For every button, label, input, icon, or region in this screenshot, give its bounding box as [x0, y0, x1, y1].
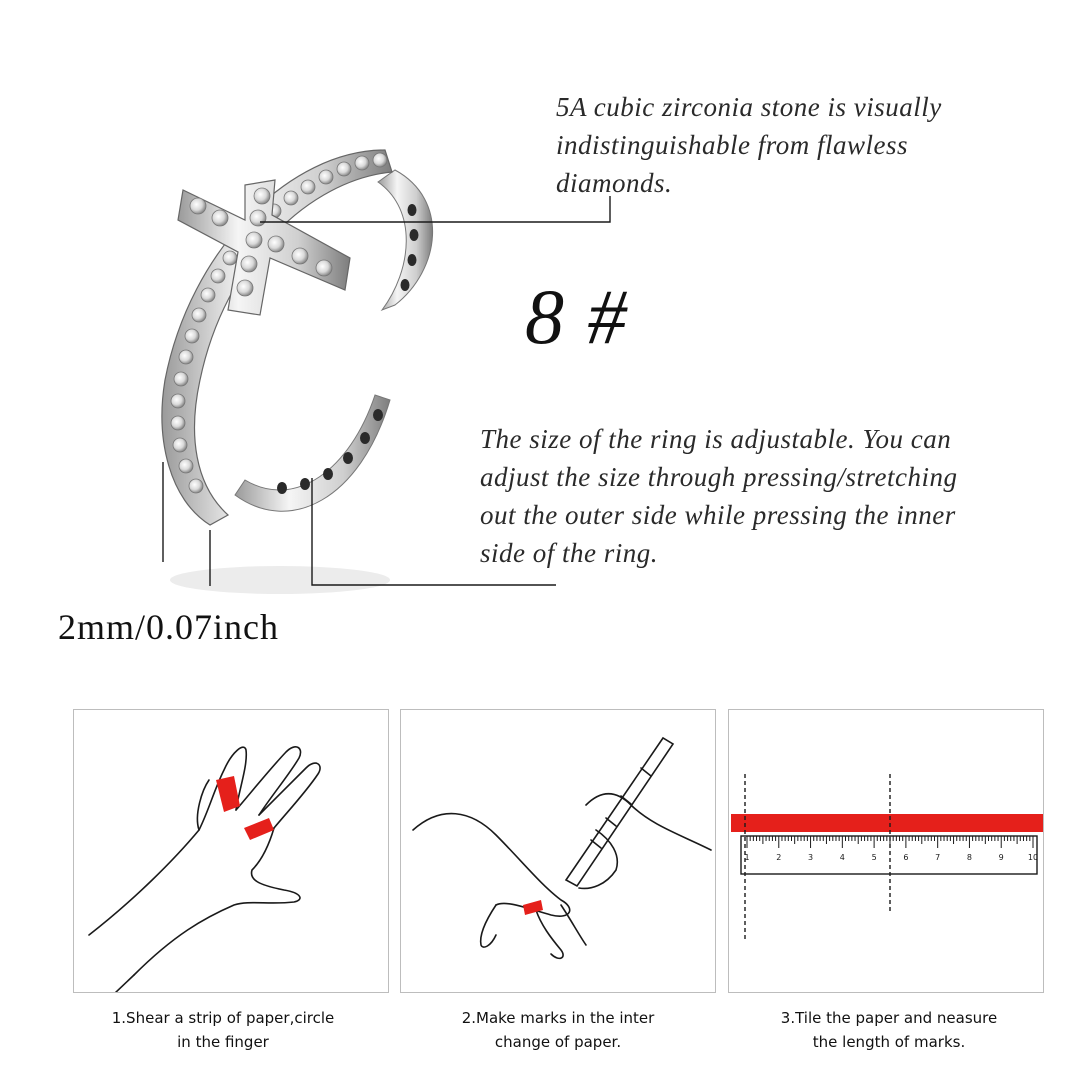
caption-line: 2.Make marks in the inter [461, 1009, 655, 1027]
ruler-tick-label: 2 [776, 853, 782, 862]
hand-with-strip-illustration [74, 710, 389, 993]
ruler-tick-label: 9 [998, 853, 1004, 862]
step-2-panel [400, 709, 716, 993]
ruler-tick-label: 8 [966, 853, 972, 862]
ruler-tick-label: 1 [744, 853, 750, 862]
band-width-label: 2mm/0.07inch [58, 607, 279, 647]
adjustable-description [480, 420, 1040, 572]
marking-with-pen-illustration [401, 710, 716, 993]
ring-size-label: 8 # [525, 273, 629, 360]
stone-description [556, 88, 1026, 202]
step-2-caption [393, 1006, 723, 1054]
ruler-tick-label: 6 [903, 853, 909, 862]
step-1-caption [58, 1006, 388, 1054]
step-3-caption [724, 1006, 1054, 1054]
paper-strip-red [731, 814, 1044, 832]
stone-line: 5A cubic zirconia stone is visually [556, 92, 942, 122]
caption-line: change of paper. [494, 1033, 622, 1051]
stone-line: diamonds. [556, 168, 673, 198]
step-3-panel [728, 709, 1044, 993]
caption-line: in the finger [177, 1033, 269, 1051]
ruler-tick-label: 5 [871, 853, 877, 862]
ruler-tick-label: 7 [935, 853, 941, 862]
ruler-tick-label: 10 [1027, 853, 1039, 862]
adjust-line: out the outer side while pressing the inner [480, 500, 956, 530]
ruler-measure-illustration [729, 710, 1044, 993]
step-1-panel [73, 709, 389, 993]
stone-line: indistinguishable from flawless [556, 130, 909, 160]
ruler-body [741, 836, 1037, 874]
adjust-line: The size of the ring is adjustable. You can [480, 424, 952, 454]
caption-line: the length of marks. [812, 1033, 966, 1051]
caption-line: 1.Shear a strip of paper,circle [111, 1009, 335, 1027]
ruler-tick-label: 3 [808, 853, 814, 862]
adjust-line: adjust the size through pressing/stretching [480, 462, 958, 492]
adjust-line: side of the ring. [480, 538, 658, 568]
caption-line: 3.Tile the paper and neasure [780, 1009, 998, 1027]
ruler-tick-label: 4 [839, 853, 845, 862]
